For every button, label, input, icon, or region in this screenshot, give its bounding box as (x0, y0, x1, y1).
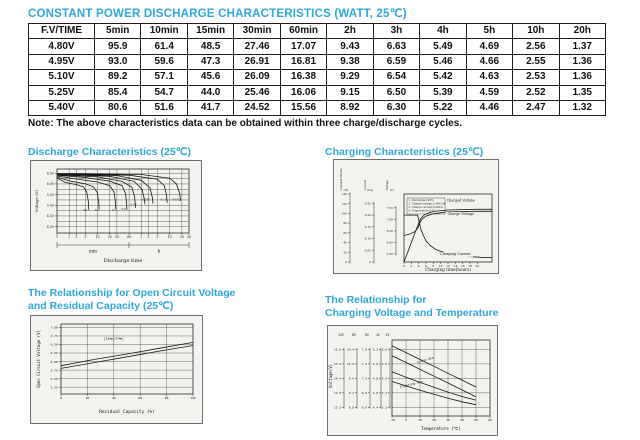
svg-text:60: 60 (343, 230, 347, 235)
svg-text:15.0: 15.0 (334, 361, 341, 366)
table-cell: 2.55 (513, 54, 559, 69)
charging-characteristics-svg (334, 160, 498, 273)
table-cell: 2.52 (513, 85, 559, 100)
table-header-cell: 60min (280, 24, 326, 39)
svg-text:3. Charge current:0.20CA: 3. Charge current:0.20CA (408, 206, 443, 209)
table-cell: 27.46 (234, 39, 280, 54)
svg-text:4V: 4V (376, 333, 380, 337)
svg-text:(CA): (CA) (366, 188, 374, 192)
svg-text:0: 0 (369, 260, 371, 265)
ocv-title-line1: The Relationship for Open Circuit Voltage (28, 287, 236, 299)
svg-text:2: 2 (410, 264, 413, 268)
cvt-section-title (325, 294, 498, 320)
table-cell: 5.10V (29, 70, 95, 85)
svg-text:20: 20 (343, 250, 347, 255)
svg-text:6.00: 6.00 (46, 182, 54, 187)
svg-text:5.2: 5.2 (372, 347, 378, 352)
svg-text:4.00: 4.00 (46, 224, 54, 229)
table-cell: 16.06 (280, 85, 326, 100)
svg-text:20: 20 (85, 396, 90, 400)
svg-text:6.00: 6.00 (386, 240, 393, 245)
svg-text:0.15: 0.15 (364, 224, 371, 229)
svg-text:30: 30 (114, 235, 119, 239)
svg-text:2.3: 2.3 (381, 390, 387, 395)
svg-text:2.6: 2.6 (381, 347, 387, 352)
svg-text:20: 20 (179, 235, 184, 239)
svg-text:7.8: 7.8 (361, 347, 367, 352)
discharge-section-title: Discharge Characteristics (25℃) (28, 146, 191, 158)
table-cell: 15.56 (280, 100, 326, 115)
svg-text:0.20: 0.20 (364, 213, 371, 218)
ocv-residual-capacity-chart (30, 315, 203, 424)
svg-text:Residual Capacity (%): Residual Capacity (%) (99, 410, 155, 415)
ocv-section-title (28, 287, 236, 313)
svg-text:5.25: 5.25 (50, 385, 58, 390)
svg-text:0: 0 (345, 260, 347, 265)
svg-text:Voltage(V): Voltage(V) (328, 363, 333, 389)
svg-text:4.6: 4.6 (372, 390, 378, 395)
table-cell: 4.59 (466, 85, 512, 100)
svg-text:6.50: 6.50 (46, 171, 54, 176)
table-cell: 95.9 (95, 39, 141, 54)
svg-text:Current: Current (364, 179, 367, 190)
svg-text:14.4: 14.4 (334, 376, 341, 381)
svg-text:3: 3 (75, 235, 78, 239)
table-cell: 93.0 (95, 54, 141, 69)
table-cell: 51.6 (141, 100, 187, 115)
svg-text:0.05: 0.05 (364, 248, 371, 253)
svg-text:13.2: 13.2 (334, 405, 341, 410)
svg-text:Voltage (V): Voltage (V) (34, 189, 39, 213)
svg-text:5.50: 5.50 (50, 376, 58, 381)
table-header-row (29, 24, 606, 39)
svg-text:(%): (%) (343, 188, 349, 192)
table-header-cell: 5min (95, 24, 141, 39)
charging-voltage-temperature-chart (327, 325, 498, 436)
svg-text:Temperature (℃): Temperature (℃) (421, 426, 461, 431)
table-cell: 4.46 (466, 100, 512, 115)
svg-text:40: 40 (343, 240, 347, 245)
svg-text:8: 8 (432, 264, 435, 268)
table-cell: 6.30 (373, 100, 419, 115)
svg-text:20: 20 (107, 235, 112, 239)
ocv-title-line2: and Residual Capacity (25℃) (28, 300, 174, 312)
svg-text:h: h (157, 248, 161, 254)
table-cell: 5.22 (420, 100, 466, 115)
table-cell: 80.6 (95, 100, 141, 115)
svg-text:2.5: 2.5 (381, 361, 387, 366)
table-row (29, 70, 606, 85)
svg-text:5.00: 5.00 (46, 203, 54, 208)
table-header-cell: 10min (141, 24, 187, 39)
svg-text:2. Charge voltage:2.40V/cell: 2. Charge voltage:2.40V/cell (408, 202, 446, 206)
svg-text:10: 10 (438, 264, 443, 268)
svg-text:0.6C: 0.6C (121, 206, 129, 211)
svg-text:60: 60 (127, 235, 132, 239)
table-cell: 47.3 (187, 54, 233, 69)
svg-text:0.05C: 0.05C (171, 197, 181, 202)
svg-text:4.50: 4.50 (46, 214, 54, 219)
table-cell: 2.56 (513, 39, 559, 54)
svg-text:100: 100 (190, 396, 196, 400)
svg-text:80: 80 (164, 396, 169, 400)
table-header-cell: 30min (234, 24, 280, 39)
table-cell: 9.38 (327, 54, 373, 69)
svg-text:0.4C: 0.4C (130, 202, 138, 207)
svg-text:20: 20 (475, 264, 480, 268)
table-cell: 44.0 (187, 85, 233, 100)
cvt-title-line1: The Relationship for (325, 294, 427, 306)
constant-power-table (28, 23, 606, 116)
table-cell: 2.47 (513, 100, 559, 115)
svg-text:2C: 2C (94, 208, 99, 213)
table-cell: 25.46 (234, 85, 280, 100)
svg-text:4: 4 (417, 264, 420, 268)
table-cell: 6.50 (373, 85, 419, 100)
svg-text:40: 40 (111, 396, 116, 400)
svg-text:140: 140 (341, 192, 347, 197)
svg-text:7.00: 7.00 (386, 217, 393, 222)
table-cell: 9.43 (327, 39, 373, 54)
table-cell: 26.91 (234, 54, 280, 69)
table-cell: 5.49 (420, 39, 466, 54)
svg-text:80: 80 (343, 221, 347, 226)
table-header-cell: 15min (187, 24, 233, 39)
table-cell: 4.80V (29, 39, 95, 54)
svg-text:8V: 8V (352, 333, 356, 337)
charging-voltage-temperature-svg (328, 326, 497, 435)
svg-text:15.6: 15.6 (334, 347, 341, 352)
table-cell: 1.35 (559, 85, 605, 100)
svg-text:3C: 3C (83, 208, 88, 213)
table-cell: 6.54 (373, 70, 419, 85)
svg-text:10.0: 10.0 (347, 361, 354, 366)
table-cell: 9.29 (327, 70, 373, 85)
svg-text:3: 3 (147, 235, 150, 239)
svg-text:6.6: 6.6 (361, 405, 367, 410)
svg-text:Voltage: Voltage (386, 180, 389, 190)
table-cell: 1.37 (559, 39, 605, 54)
svg-text:Charged Volume: Charged Volume (340, 168, 343, 190)
table-cell: 8.92 (327, 100, 373, 115)
page-title: CONSTANT POWER DISCHARGE CHARACTERISTICS (WATT, 25℃) (28, 8, 407, 20)
svg-text:6.75: 6.75 (50, 334, 58, 339)
svg-text:14: 14 (453, 264, 458, 268)
table-cell: 9.15 (327, 85, 373, 100)
cvt-title-line2: Charging Voltage and Temperature (325, 307, 499, 319)
svg-text:-10: -10 (389, 418, 395, 422)
table-cell: 1.36 (559, 54, 605, 69)
table-cell: 59.6 (141, 54, 187, 69)
table-cell: 1.36 (559, 70, 605, 85)
table-cell: 2.53 (513, 70, 559, 85)
svg-text:(V): (V) (389, 188, 395, 192)
table-row (29, 85, 606, 100)
svg-text:0: 0 (403, 264, 405, 268)
svg-text:Charged Volume: Charged Volume (446, 198, 476, 203)
svg-text:5.50: 5.50 (386, 252, 393, 257)
table-cell: 4.63 (466, 70, 512, 85)
svg-text:0: 0 (60, 396, 62, 400)
table-cell: 24.52 (234, 100, 280, 115)
table-cell: 48.5 (187, 39, 233, 54)
table-cell: 6.63 (373, 39, 419, 54)
discharge-characteristics-chart (30, 160, 202, 271)
table-cell: 57.1 (141, 70, 187, 85)
svg-text:30: 30 (446, 418, 450, 422)
table-row (29, 54, 606, 69)
svg-text:(25℃/77℉): (25℃/77℉) (103, 337, 124, 342)
svg-text:7.50: 7.50 (386, 205, 393, 210)
svg-text:Discharge time: Discharge time (103, 258, 143, 264)
svg-text:2.2: 2.2 (381, 405, 387, 410)
svg-text:Open Circuit Voltage (V): Open Circuit Voltage (V) (36, 330, 41, 388)
table-cell: 5.40V (29, 100, 95, 115)
svg-text:7.00: 7.00 (50, 325, 58, 330)
table-cell: 5.46 (420, 54, 466, 69)
table-cell: 16.38 (280, 70, 326, 85)
svg-text:1C: 1C (111, 208, 116, 213)
svg-text:18: 18 (468, 264, 472, 268)
discharge-characteristics-svg (31, 161, 201, 270)
svg-text:13.8: 13.8 (334, 390, 341, 395)
svg-text:6.00: 6.00 (50, 359, 58, 364)
svg-text:5.75: 5.75 (50, 368, 58, 373)
table-cell: 45.6 (187, 70, 233, 85)
svg-text:12V: 12V (338, 333, 344, 337)
svg-text:Charge Voltage: Charge Voltage (447, 211, 475, 216)
svg-text:5.50: 5.50 (46, 192, 54, 197)
table-cell: 5.39 (420, 85, 466, 100)
note-text: Note: The above characteristics data can be obtained within three charge/discharge cycles. (28, 118, 463, 129)
svg-text:0.10: 0.10 (364, 236, 371, 241)
table-header-cell: 4h (420, 24, 466, 39)
svg-text:0.25: 0.25 (364, 201, 371, 206)
svg-text:40: 40 (460, 418, 464, 422)
table-row (29, 100, 606, 115)
table-header-cell: 20h (559, 24, 605, 39)
table-cell: 17.07 (280, 39, 326, 54)
svg-text:0.25C: 0.25C (142, 197, 151, 202)
svg-text:1: 1 (55, 235, 59, 239)
svg-text:10: 10 (95, 235, 100, 239)
svg-text:6.50: 6.50 (50, 342, 58, 347)
table-header-cell: 5h (466, 24, 512, 39)
charging-section-title: Charging Characteristics (25℃) (325, 146, 484, 158)
svg-text:6V: 6V (365, 333, 369, 337)
svg-text:30: 30 (186, 235, 192, 239)
svg-text:12: 12 (446, 264, 450, 268)
svg-text:4.8: 4.8 (372, 376, 378, 381)
svg-text:2.4: 2.4 (381, 376, 387, 381)
table-cell: 26.09 (234, 70, 280, 85)
svg-text:6.9: 6.9 (361, 390, 367, 395)
table-cell: 5.25V (29, 85, 95, 100)
svg-text:120: 120 (341, 201, 347, 206)
table-cell: 4.69 (466, 39, 512, 54)
table-cell: 1.32 (559, 100, 605, 115)
svg-text:5: 5 (156, 235, 159, 239)
table-cell: 89.2 (95, 70, 141, 85)
svg-text:16: 16 (460, 264, 465, 268)
table-cell: 4.66 (466, 54, 512, 69)
svg-text:6.50: 6.50 (386, 228, 393, 233)
svg-text:4.4: 4.4 (372, 405, 378, 410)
svg-text:7.2: 7.2 (361, 376, 367, 381)
svg-text:50: 50 (474, 418, 478, 422)
svg-text:5: 5 (84, 235, 87, 239)
table-cell: 41.7 (187, 100, 233, 115)
svg-text:0: 0 (405, 418, 407, 422)
table-cell: 6.59 (373, 54, 419, 69)
table-header-cell: 2h (327, 24, 373, 39)
svg-text:Charging Current: Charging Current (439, 251, 471, 256)
svg-text:min: min (88, 248, 98, 254)
svg-text:8.8: 8.8 (348, 405, 354, 410)
svg-text:10: 10 (418, 418, 422, 422)
table-header-cell: F.V/TIME (29, 24, 95, 39)
svg-text:10.4: 10.4 (347, 347, 354, 352)
table-cell: 85.4 (95, 85, 141, 100)
svg-text:6: 6 (425, 264, 427, 268)
svg-text:9.2: 9.2 (348, 390, 354, 395)
svg-text:100: 100 (341, 211, 347, 216)
table-cell: 5.42 (420, 70, 466, 85)
svg-text:7.5: 7.5 (361, 361, 367, 366)
svg-text:9.6: 9.6 (348, 376, 354, 381)
svg-text:2: 2 (140, 235, 143, 239)
table-cell: 54.7 (141, 85, 187, 100)
open-circuit-voltage-residual-capacity-svg (31, 316, 202, 423)
svg-text:10: 10 (167, 235, 172, 239)
svg-text:60: 60 (138, 396, 143, 400)
table-cell: 16.81 (280, 54, 326, 69)
svg-text:Cycle Use: Cycle Use (416, 355, 435, 365)
svg-text:1. Discharge:100%: 1. Discharge:100% (408, 199, 434, 202)
table-header-cell: 3h (373, 24, 419, 39)
table-cell: 61.4 (141, 39, 187, 54)
table-cell: 4.95V (29, 54, 95, 69)
svg-text:60: 60 (488, 418, 492, 422)
svg-text:Charging time(hours): Charging time(hours) (425, 267, 471, 272)
charging-characteristics-chart (333, 159, 499, 274)
svg-text:5.0: 5.0 (372, 361, 378, 366)
svg-text:20: 20 (432, 418, 436, 422)
svg-text:2: 2 (68, 235, 71, 239)
svg-text:Floating Use: Floating Use (399, 379, 424, 390)
table-header-cell: 10h (513, 24, 559, 39)
table-row (29, 39, 606, 54)
svg-text:4. Temperature:25℃: 4. Temperature:25℃ (408, 209, 436, 213)
svg-text:0.1C: 0.1C (160, 197, 168, 202)
svg-text:2V: 2V (385, 333, 390, 337)
svg-text:6.25: 6.25 (50, 351, 58, 356)
